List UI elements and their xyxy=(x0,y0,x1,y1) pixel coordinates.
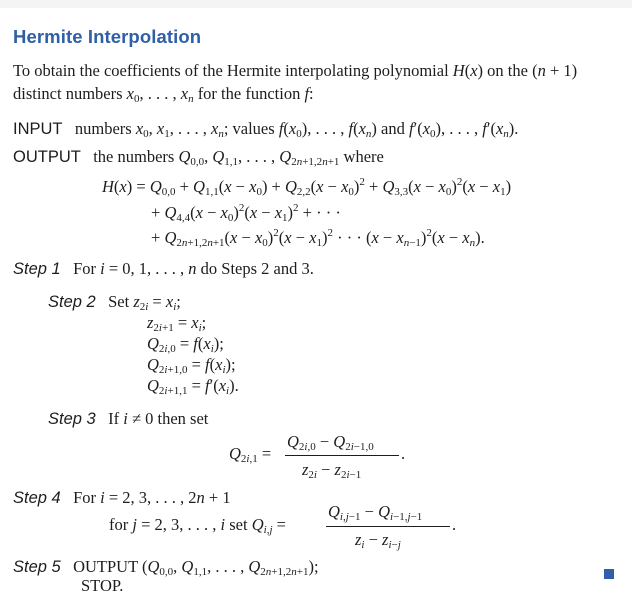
step-2-line-5: $Q_{2i+1,1} = f'(x_i)$. xyxy=(147,376,239,397)
intro-line-2: distinct numbers $x_0$, . . . , $x_n$ for the function f: xyxy=(13,84,314,105)
step-4-numerator: $Q_{i,j-1} - Q_{i-1,j-1}$ xyxy=(328,502,423,523)
section-heading: Hermite Interpolation xyxy=(13,26,202,47)
step-2-line-2: $z_{2i+1} = x_i$; xyxy=(147,313,207,334)
step-4-fraction-bar xyxy=(326,526,450,527)
formula-line-1: $H(x) = Q_{0,0} + Q_{1,1}(x - x_0) + Q_{2,2}(x - x_0)^2 + Q_{3,3}(x - x_0)^2(x - x_1)$ xyxy=(102,176,512,198)
step-3-lhs: $Q_{2i,1}$ = xyxy=(229,444,272,465)
step-4: Step 4 For i = 2, 3, . . . , 2n + 1 xyxy=(13,488,231,507)
step-1-label: Step 1 xyxy=(13,260,61,278)
step-4-label: Step 4 xyxy=(13,489,61,507)
input-row: INPUT numbers $x_0$, $x_1$, . . . , $x_n$; values $f(x_0)$, . . . , $f(x_n)$ and $f'(x_0)$, . . . , $f'(x_n)$. xyxy=(13,119,519,140)
top-strip xyxy=(0,0,632,8)
step-2-line-1: Step 2 Set $z_{2i} = x_i$; xyxy=(48,292,181,313)
step-4-inner-text: for j = 2, 3, . . . , i set $Q_{i,j}$ = xyxy=(109,515,286,536)
step-3-fraction-bar xyxy=(285,455,399,456)
step-2-label: Step 2 xyxy=(48,293,96,311)
step-5-line-1: Step 5 OUTPUT ($Q_{0,0}$, $Q_{1,1}$, . . . , $Q_{2n+1,2n+1}$); xyxy=(13,557,319,578)
output-label: OUTPUT xyxy=(13,148,81,166)
step-1: Step 1 For i = 0, 1, . . . , n do Steps 2 and 3. xyxy=(13,259,314,278)
formula-line-3: + $Q_{2n+1,2n+1}(x - x_0)^2(x - x_1)^2$ · · · $(x - x_{n-1})^2(x - x_n)$. xyxy=(151,227,485,249)
step-3-denominator: $z_{2i} - z_{2i-1}$ xyxy=(302,460,362,481)
input-label: INPUT xyxy=(13,120,63,138)
intro-line-1: To obtain the coefficients of the Hermite interpolating polynomial H(x) on the (n + 1) xyxy=(13,61,578,80)
output-row: OUTPUT the numbers $Q_{0,0}$, $Q_{1,1}$, . . . , $Q_{2n+1,2n+1}$ where xyxy=(13,147,384,168)
step-5-label: Step 5 xyxy=(13,558,61,576)
step-5-line-2: STOP. xyxy=(81,576,124,595)
end-of-algorithm-marker xyxy=(604,569,614,579)
step-3-label: Step 3 xyxy=(48,410,96,428)
step-2-line-3: $Q_{2i,0} = f(x_i)$; xyxy=(147,334,224,355)
formula-line-2: + $Q_{4,4}(x - x_0)^2(x - x_1)^2$ + · · · xyxy=(151,202,341,224)
step-3-numerator: $Q_{2i,0} - Q_{2i-1,0}$ xyxy=(287,432,374,453)
step-3: Step 3 If i ≠ 0 then set xyxy=(48,409,209,428)
step-4-denominator: $z_i - z_{i-j}$ xyxy=(355,530,401,551)
step-2-line-4: $Q_{2i+1,0} = f(x_i)$; xyxy=(147,355,236,376)
